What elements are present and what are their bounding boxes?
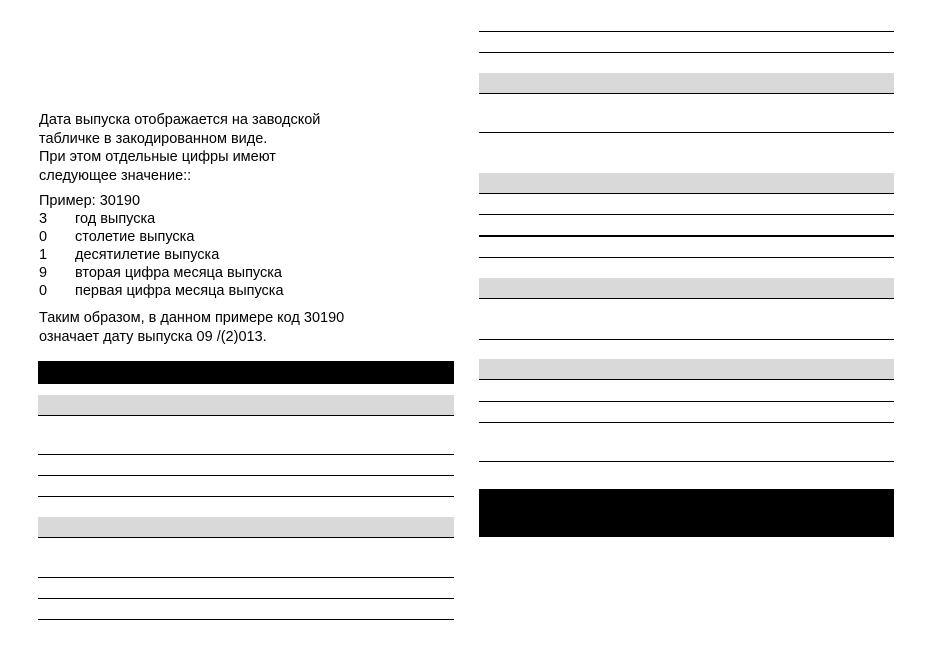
example-title: Пример: 30190 bbox=[39, 193, 141, 209]
intro-paragraph bbox=[39, 111, 320, 185]
code-meaning: десятилетие выпуска bbox=[75, 247, 220, 263]
table-rule bbox=[479, 214, 894, 215]
left-table-section-row bbox=[38, 517, 454, 538]
right-table-footer-block bbox=[479, 489, 894, 537]
code-row bbox=[39, 246, 219, 264]
conclusion-line: означает дату выпуска 09 /(2)013. bbox=[39, 328, 267, 345]
table-rule bbox=[479, 461, 894, 462]
table-rule bbox=[479, 31, 894, 32]
code-digit: 0 bbox=[39, 283, 48, 299]
table-rule bbox=[38, 496, 454, 497]
intro-line: Дата выпуска отображается на заводской bbox=[39, 112, 321, 128]
table-rule bbox=[479, 422, 894, 423]
code-row bbox=[39, 282, 284, 300]
table-rule bbox=[38, 475, 454, 476]
code-digit: 0 bbox=[39, 229, 48, 245]
code-row bbox=[39, 228, 194, 246]
left-table-section-row bbox=[38, 395, 454, 416]
conclusion-paragraph bbox=[39, 309, 344, 346]
table-rule bbox=[38, 577, 454, 578]
intro-line: табличке в закодированном виде. bbox=[39, 130, 268, 147]
table-rule bbox=[479, 401, 894, 402]
code-row bbox=[39, 210, 155, 228]
code-digit: 9 bbox=[39, 265, 48, 281]
code-meaning: вторая цифра месяца выпуска bbox=[75, 265, 283, 281]
table-rule bbox=[38, 619, 454, 620]
code-digit: 1 bbox=[39, 247, 48, 263]
table-rule bbox=[479, 132, 894, 133]
code-meaning: столетие выпуска bbox=[75, 229, 195, 245]
right-table-section-row bbox=[479, 278, 894, 299]
table-rule bbox=[479, 235, 894, 237]
table-rule bbox=[38, 598, 454, 599]
code-digit: 3 bbox=[39, 211, 48, 227]
table-rule bbox=[38, 454, 454, 455]
code-row bbox=[39, 264, 282, 282]
right-table-section-row bbox=[479, 73, 894, 94]
code-meaning: год выпуска bbox=[75, 211, 156, 227]
right-table-section-row bbox=[479, 173, 894, 194]
code-meaning: первая цифра месяца выпуска bbox=[75, 283, 284, 299]
left-table-header bbox=[38, 361, 454, 384]
table-rule bbox=[479, 257, 894, 258]
right-table-section-row bbox=[479, 359, 894, 380]
intro-line: При этом отдельные цифры имеют bbox=[39, 149, 276, 165]
table-rule bbox=[479, 339, 894, 340]
conclusion-line: Таким образом, в данном примере код 30190 bbox=[39, 310, 345, 326]
intro-line: следующее значение:: bbox=[39, 167, 192, 184]
table-rule bbox=[479, 52, 894, 53]
